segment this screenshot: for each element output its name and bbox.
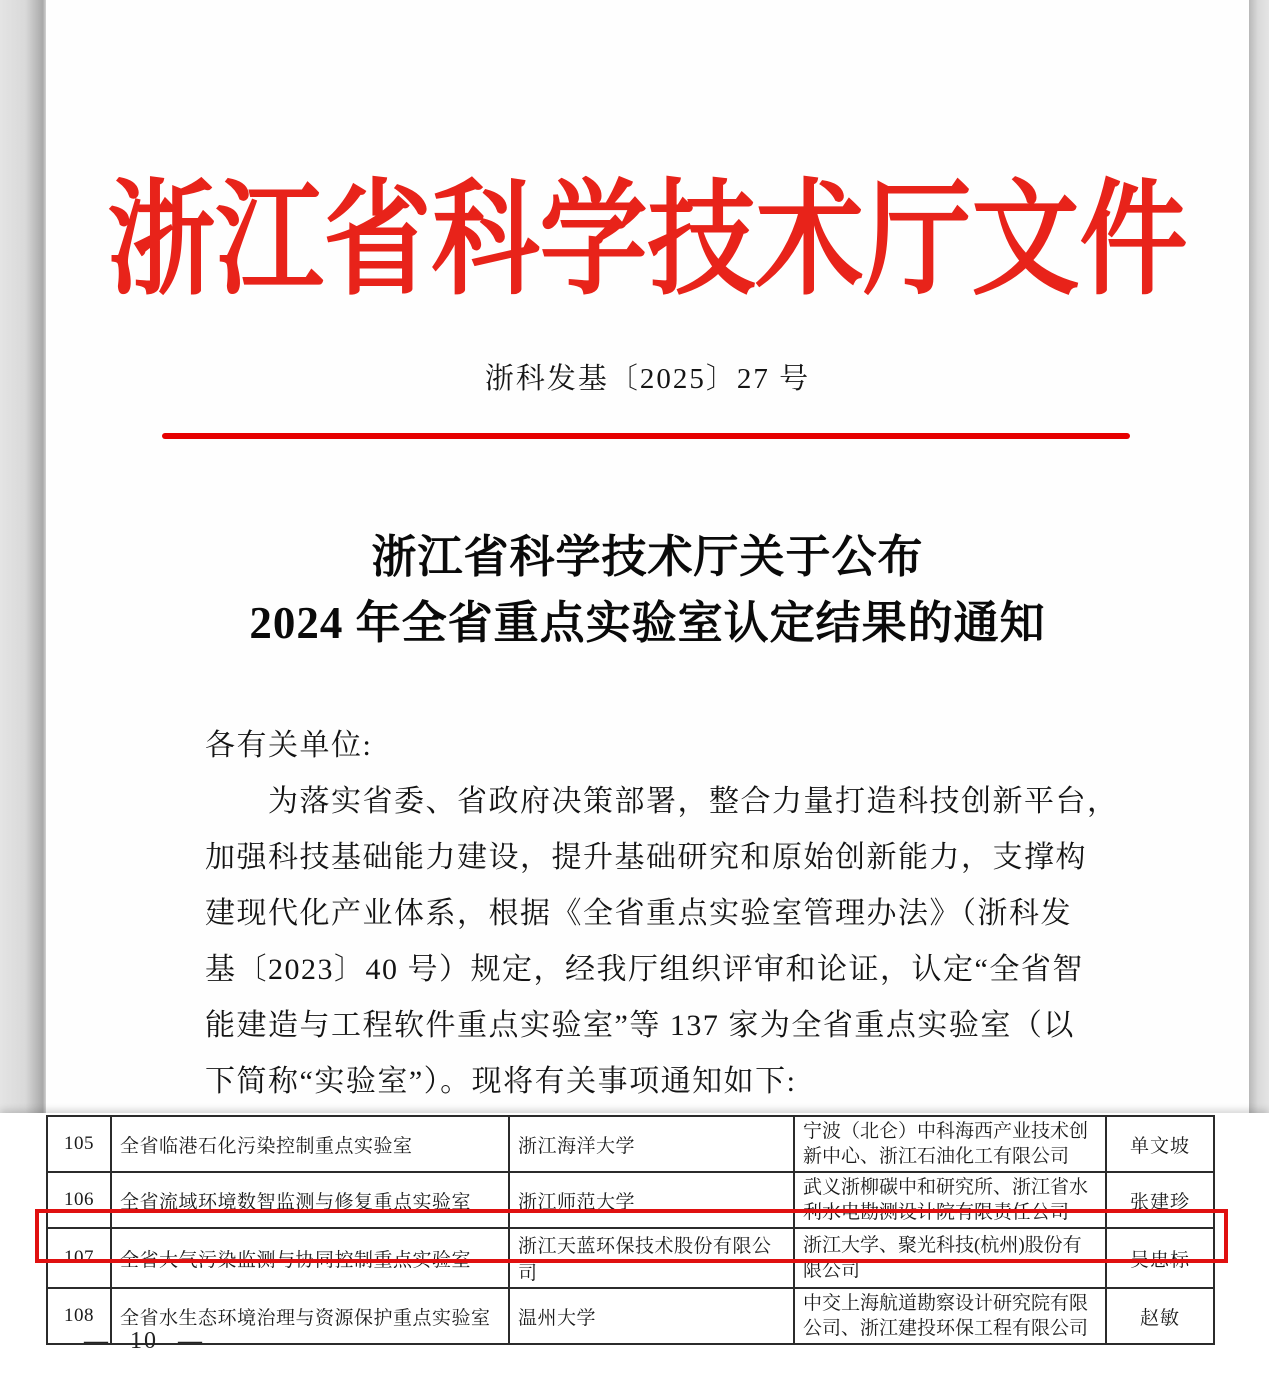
cell-host-org: 温州大学 [509,1288,794,1344]
notice-body [205,718,1145,1110]
cell-lab-name: 全省大气污染监测与协同控制重点实验室 [111,1228,509,1288]
table-row [47,1288,1214,1344]
cell-row-number: 105 [47,1116,111,1172]
notice-title [46,524,1249,656]
table-row [47,1116,1214,1172]
cell-partner-orgs: 宁波（北仑）中科海西产业技术创新中心、浙江石油化工有限公司 [794,1116,1106,1172]
agency-letterhead-title: 浙江省科学技术厅文件 [107,173,1188,311]
cell-partner-orgs: 浙江大学、聚光科技(杭州)股份有限公司 [794,1228,1106,1288]
notice-title-line2: 2024 年全省重点实验室认定结果的通知 [249,598,1046,648]
body-line: 下简称“实验室”）。现将有关事项通知如下: [205,1065,797,1098]
table-row [47,1228,1214,1288]
cell-lab-name: 全省水生态环境治理与资源保护重点实验室 [111,1288,509,1344]
scan-margin-right [1249,0,1269,1113]
letterhead-divider-line [162,433,1130,439]
table-row [47,1172,1214,1228]
cell-row-number: 106 [47,1172,111,1228]
cell-partner-orgs: 中交上海航道勘察设计研究院有限公司、浙江建投环保工程有限公司 [794,1288,1106,1344]
cell-host-org: 浙江海洋大学 [509,1116,794,1172]
page-number: — 10 — [84,1328,204,1354]
cell-lab-name: 全省临港石化污染控制重点实验室 [111,1116,509,1172]
body-line: 能建造与工程软件重点实验室”等 137 家为全省重点实验室（以 [205,1009,1075,1042]
lab-approval-table [46,1115,1215,1345]
table-page [0,1113,1269,1386]
scan-margin-left [0,0,46,1113]
body-line: 基〔2023〕40 号）规定，经我厅组织评审和论证，认定“全省智 [205,953,1084,986]
body-line: 加强科技基础能力建设，提升基础研究和原始创新能力，支撑构 [205,841,1087,874]
cell-host-org: 浙江天蓝环保技术股份有限公司 [509,1228,794,1288]
cell-partner-orgs: 武义浙柳碳中和研究所、浙江省水利水电勘测设计院有限责任公司 [794,1172,1106,1228]
cell-director-name: 张建珍 [1106,1172,1214,1228]
cell-row-number: 108 [47,1288,111,1344]
cell-row-number: 107 [47,1228,111,1288]
document-reference-number: 浙科发基〔2025〕27 号 [484,363,811,395]
cell-lab-name: 全省流域环境数智监测与修复重点实验室 [111,1172,509,1228]
cell-director-name: 单文坡 [1106,1116,1214,1172]
document-page [46,0,1249,1113]
body-line: 建现代化产业体系，根据《全省重点实验室管理办法》（浙科发 [205,897,1072,930]
salutation: 各有关单位: [205,729,373,762]
notice-title-line1: 浙江省科学技术厅关于公布 [371,532,924,582]
lab-table-body [47,1116,1214,1344]
cell-host-org: 浙江师范大学 [509,1172,794,1228]
body-line: 为落实省委、省政府决策部署，整合力量打造科技创新平台， [268,785,1119,818]
cell-director-name: 赵敏 [1106,1288,1214,1344]
cell-director-name: 吴忠标 [1106,1228,1214,1288]
